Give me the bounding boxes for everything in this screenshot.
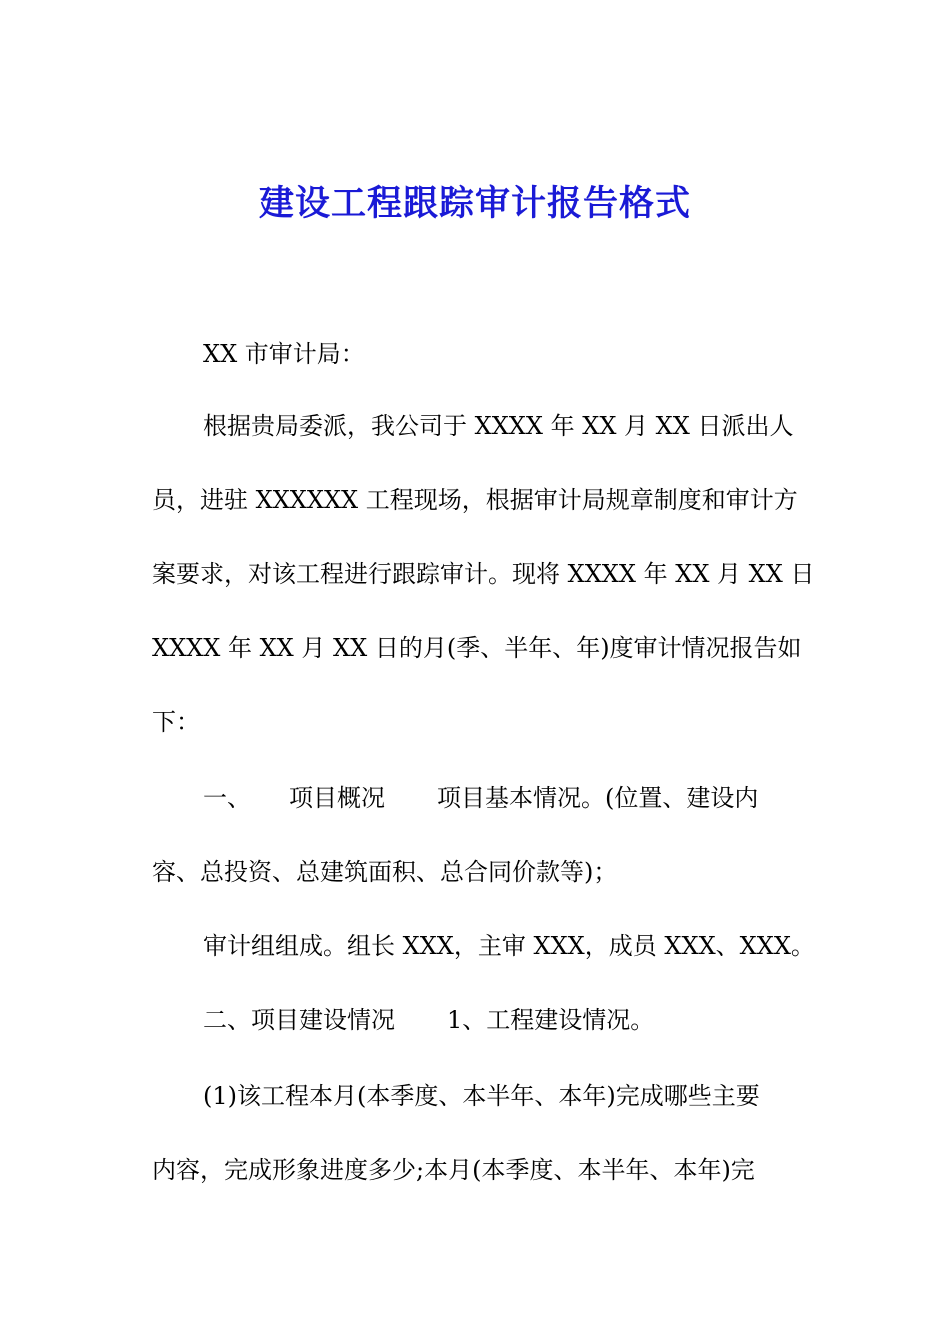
paragraph-line: 根据贵局委派，我公司于 XXXX 年 XX 月 XX 日派出人 <box>203 412 794 440</box>
paragraph-line: 容、总投资、总建筑面积、总合同价款等)； <box>152 858 618 886</box>
paragraph-line: 下： <box>152 708 200 736</box>
document-title: 建设工程跟踪审计报告格式 <box>258 183 691 224</box>
paragraph-line: XXXX 年 XX 月 XX 日的月(季、半年、年)度审计情况报告如 <box>152 634 802 662</box>
paragraph-line: 案要求，对该工程进行跟踪审计。现将 XXXX 年 XX 月 XX 日 <box>152 560 815 588</box>
salutation: XX 市审计局： <box>203 340 365 368</box>
section-1-heading: 项目概况 <box>289 784 385 812</box>
paragraph-line: 员，进驻 XXXXXX 工程现场，根据审计局规章制度和审计方 <box>152 486 798 514</box>
paragraph-line: (1)该工程本月(本季度、本半年、本年)完成哪些主要 <box>203 1082 760 1110</box>
section-2-heading: 二、项目建设情况 <box>203 1006 395 1034</box>
team-line: 审计组组成。组长 XXX，主审 XXX，成员 XXX、XXX。 <box>203 932 815 960</box>
section-2-subheading: 1、工程建设情况。 <box>447 1006 655 1034</box>
section-1-number: 一、 <box>203 784 251 812</box>
section-2-line <box>203 1002 654 1038</box>
paragraph-line: 内容，完成形象进度多少;本月(本季度、本半年、本年)完 <box>152 1156 755 1184</box>
section-1-line <box>203 780 758 816</box>
section-1-subheading: 项目基本情况。(位置、建设内 <box>437 784 759 812</box>
